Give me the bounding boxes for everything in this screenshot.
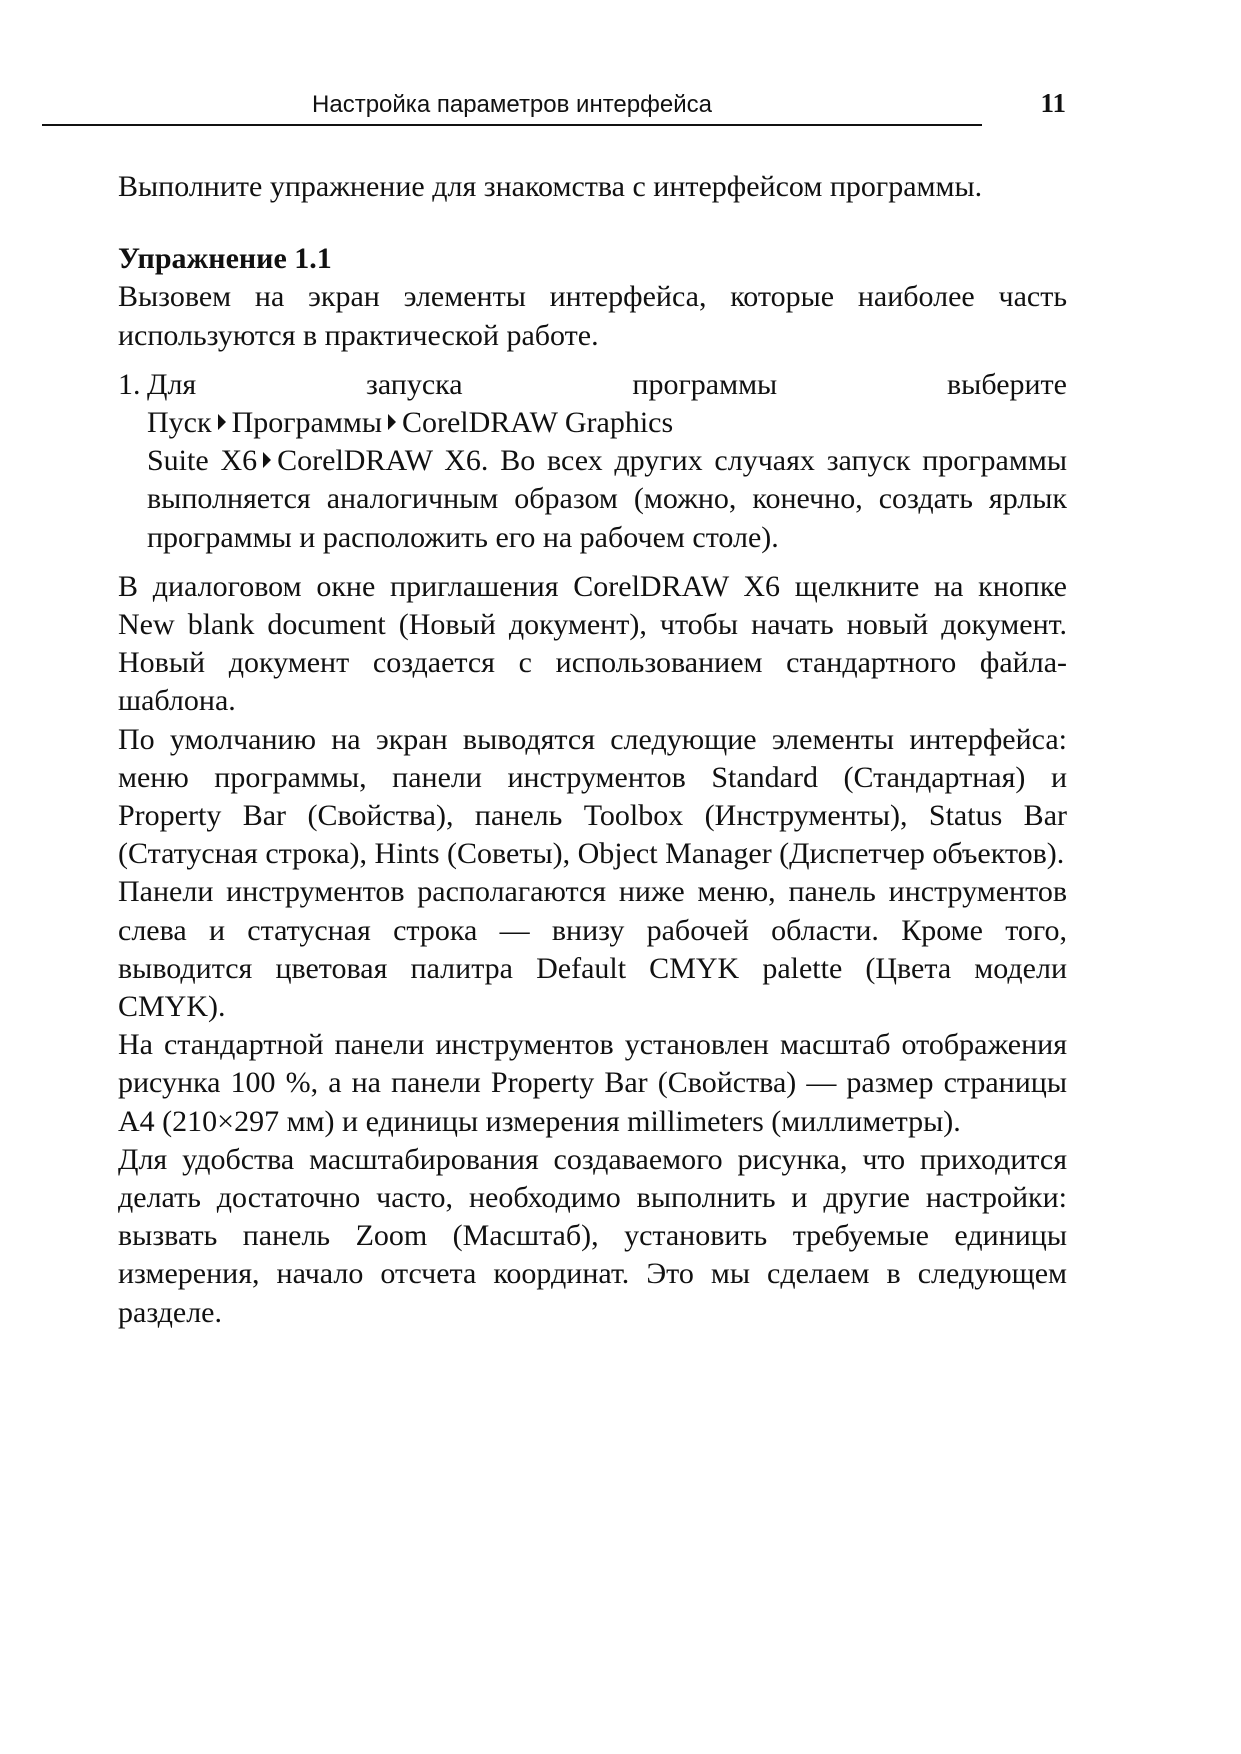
menu-path-item: Suite X6 [147, 444, 258, 478]
running-header [42, 88, 982, 128]
step-1 [118, 366, 1067, 557]
header-rule [42, 124, 982, 126]
step-number: 1. [118, 367, 141, 401]
body-paragraph: Панели инструментов располагаются ниже меню, панель инструментов слева и статусная строка — внизу рабочей области. Кроме того, выводится цветовая палитра Default CMYK palette (Цвета модели CMYK). [118, 875, 1067, 1024]
exercise-intro: Вызовем на экран элементы интерфейса, которые наиболее часть используются в практической работе. [118, 280, 1067, 352]
menu-path-item: Программы [231, 406, 382, 440]
body-paragraph: В диалоговом окне приглашения CorelDRAW X6 щелкните на кнопке New blank document (Новый документ), чтобы начать новый документ. Новый документ создается с использованием стандартного файла-шаблона. [118, 569, 1067, 718]
menu-path-item: Пуск [147, 406, 212, 440]
menu-arrow-icon [388, 414, 396, 430]
menu-arrow-icon [218, 414, 226, 430]
exercise-heading: Упражнение 1.1 [118, 242, 332, 276]
body-paragraph: Для удобства масштабирования создаваемого рисунка, что приходится делать достаточно часто, необходимо выполнить и другие настройки: вызвать панель Zoom (Масштаб), установить требуемые единицы измерения, начало отсчета координат. Это мы сделаем в следующем разделе. [118, 1142, 1067, 1329]
menu-path [147, 404, 1067, 442]
intro-paragraph: Выполните упражнение для знакомства с интерфейсом программы. [118, 170, 983, 203]
menu-path-item: CorelDRAW X6. [277, 444, 489, 478]
page-number: 11 [1040, 88, 1066, 118]
running-title: Настройка параметров интерфейса [312, 91, 712, 118]
step-rest-text: Во всех других случаях запуск программы выполняется аналогичным образом (можно, конечно, создать ярлык программы и расположить его на рабочем столе). [147, 444, 1067, 554]
step-first-line: Для запуска программы выберите [147, 367, 1067, 401]
step-continuation [147, 442, 1067, 557]
body-paragraph: По умолчанию на экран выводятся следующие элементы интерфейса: меню программы, панели инструментов Standard (Стандартная) и Property Bar (Свойства), панель Toolbox (Инструменты), Status Bar (Статусная строка), Hints (Советы), Object Manager (Диспетчер объектов). [118, 722, 1067, 871]
menu-arrow-icon [263, 452, 271, 468]
body-paragraph: На стандартной панели инструментов установлен масштаб отображения рисунка 100 %, а на панели Property Bar (Свойства) — размер страницы A4 (210×297 мм) и единицы измерения millimeters (миллиметры). [118, 1028, 1067, 1138]
menu-path-item: CorelDRAW Graphics [401, 406, 674, 440]
page-body [118, 168, 1067, 1332]
